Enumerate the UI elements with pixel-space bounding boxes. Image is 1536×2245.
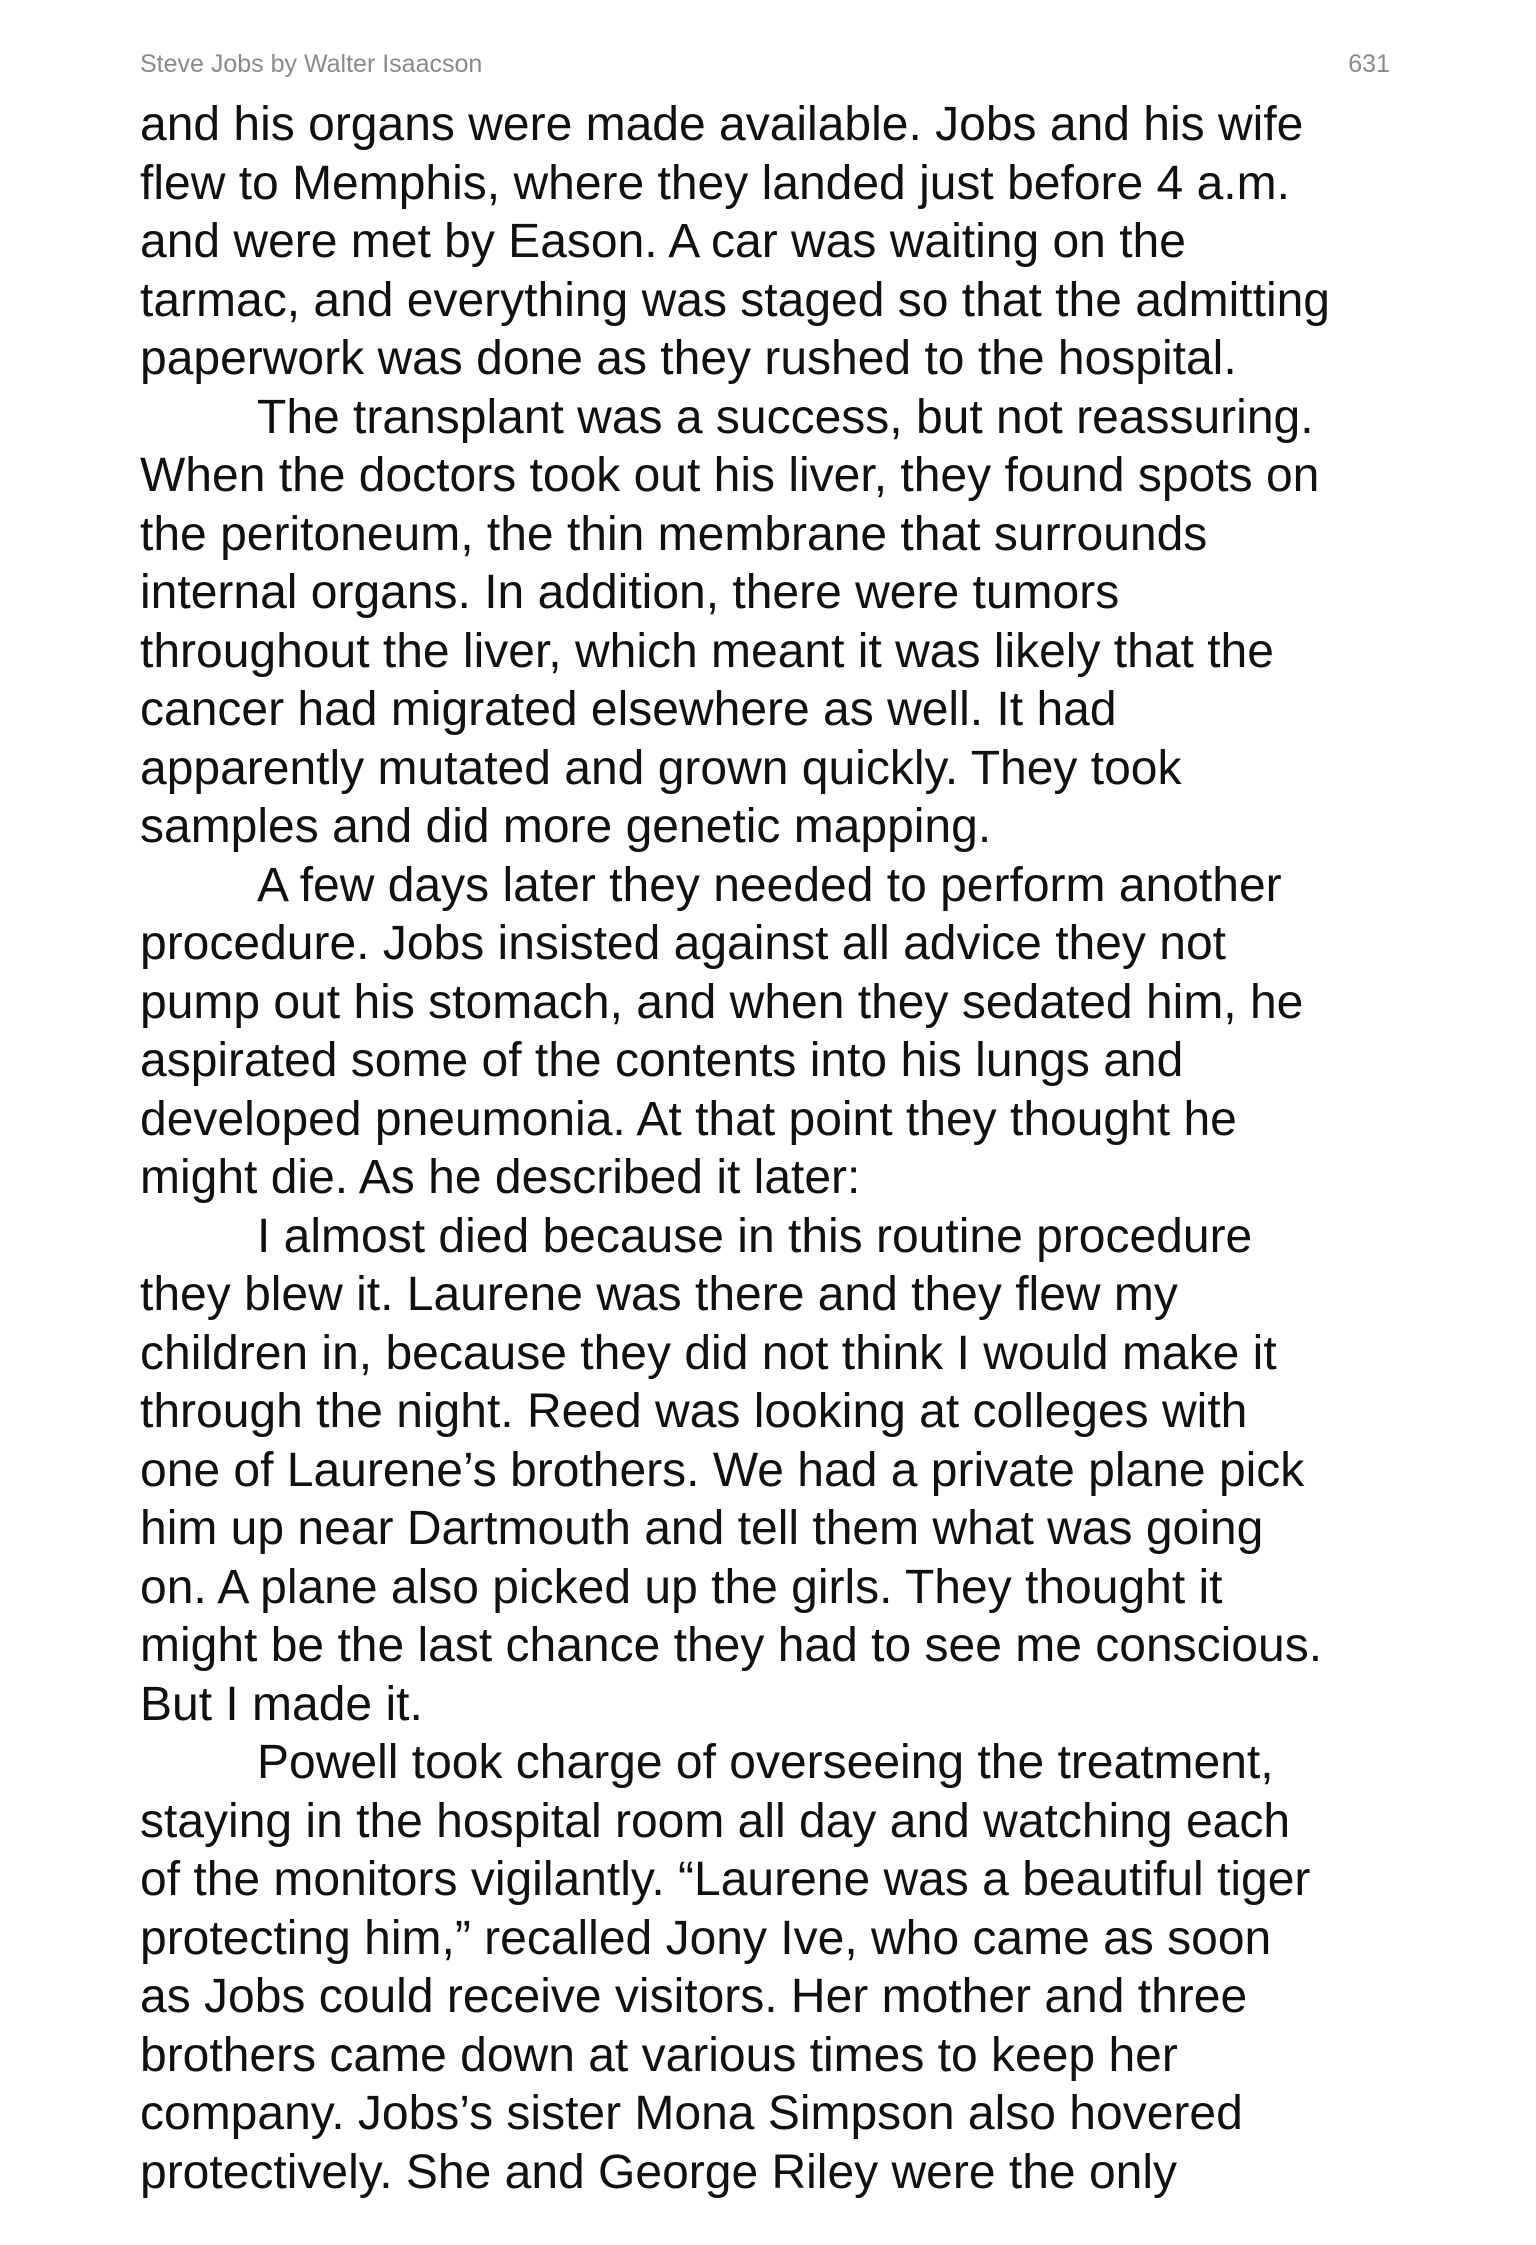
text-line: Powell took charge of overseeing the treatment,: [257, 1736, 1274, 1789]
text-line: A few days later they needed to perform another: [257, 858, 1282, 912]
text-line: company. Jobs’s sister Mona Simpson also hovered: [140, 2087, 1243, 2140]
text-line: him up near Dartmouth and tell them what was going: [140, 1502, 1264, 1555]
text-line: apparently mutated and grown quickly. They took: [140, 741, 1182, 795]
text-line: staying in the hospital room all day and watching each: [140, 1794, 1291, 1848]
text-line: procedure. Jobs insisted against all advice they not: [140, 917, 1226, 970]
text-line: brothers came down at various times to keep her: [140, 2028, 1178, 2082]
text-line: might be the last chance they had to see me conscious.: [140, 1619, 1323, 1672]
text-line: When the doctors took out his liver, they found spots on: [140, 449, 1320, 502]
text-line: protectively. She and George Riley were the only: [140, 2145, 1177, 2199]
text-line: tarmac, and everything was staged so that the admitting: [140, 273, 1330, 327]
text-line: on. A plane also picked up the girls. They thought it: [140, 1560, 1223, 1614]
text-line: cancer had migrated elsewhere as well. It had: [140, 683, 1117, 736]
text-line: pump out his stomach, and when they sedated him, he: [140, 975, 1304, 1029]
body-text: [140, 96, 1400, 2202]
text-line: I almost died because in this routine procedure: [257, 1209, 1253, 1263]
text-line: internal organs. In addition, there were tumors: [140, 566, 1120, 619]
text-line: samples and did more genetic mapping.: [140, 800, 992, 853]
text-line: one of Laurene’s brothers. We had a private plane pick: [140, 1443, 1305, 1497]
text-line: protecting him,” recalled Jony Ive, who came as soon: [140, 1911, 1272, 1965]
text-line: The transplant was a success, but not reassuring.: [257, 390, 1314, 444]
text-line: and his organs were made available. Jobs and his wife: [140, 98, 1304, 151]
text-line: they blew it. Laurene was there and they flew my: [140, 1268, 1178, 1321]
text-line: paperwork was done as they rushed to the hospital.: [140, 332, 1237, 385]
page-header: [140, 50, 1390, 84]
text-line: of the monitors vigilantly. “Laurene was a beautiful tiger: [140, 1853, 1311, 1906]
text-line: might die. As he described it later:: [140, 1151, 861, 1204]
text-line: children in, because they did not think I would make it: [140, 1326, 1277, 1380]
text-line: through the night. Reed was looking at colleges with: [140, 1385, 1248, 1438]
text-line: aspirated some of the contents into his lungs and: [140, 1034, 1184, 1087]
page-number: 631: [1348, 50, 1390, 78]
running-title: Steve Jobs by Walter Isaacson: [140, 50, 483, 78]
text-line: But I made it.: [140, 1677, 423, 1731]
text-line: throughout the liver, which meant it was likely that the: [140, 624, 1274, 678]
text-line: developed pneumonia. At that point they thought he: [140, 1092, 1237, 1146]
text-line: and were met by Eason. A car was waiting on the: [140, 215, 1186, 268]
text-line: as Jobs could receive visitors. Her mother and three: [140, 1970, 1248, 2023]
text-line: the peritoneum, the thin membrane that surrounds: [140, 507, 1208, 561]
text-line: flew to Memphis, where they landed just before 4 a.m.: [140, 156, 1290, 210]
